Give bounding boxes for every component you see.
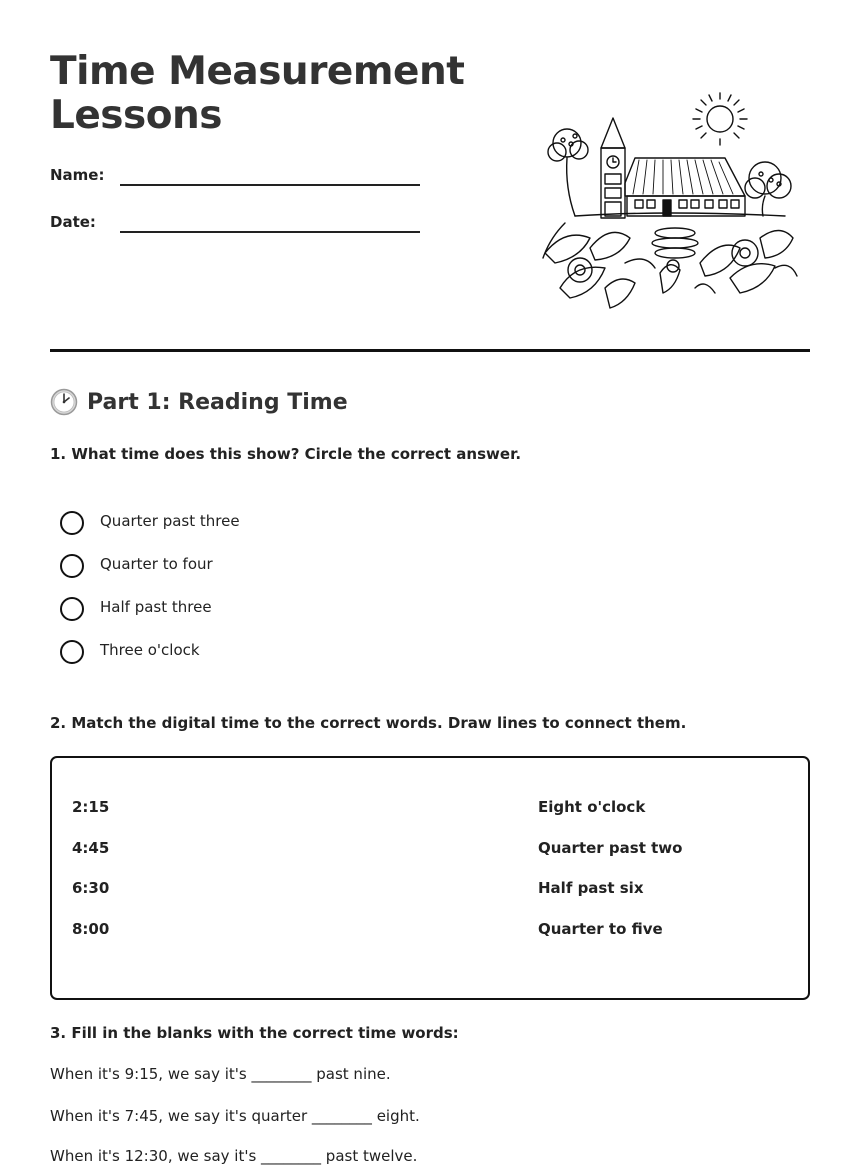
part-1-title: Part 1: Reading Time (87, 389, 348, 415)
option-3-label: Half past three (100, 598, 212, 616)
option-3-radio[interactable] (60, 597, 84, 621)
part-1-heading (50, 388, 348, 416)
fill-blank-sentence-1: When it's 9:15, we say it's ________ past nine. (50, 1065, 391, 1083)
option-4[interactable] (60, 638, 460, 681)
word-time-item[interactable]: Quarter past two (538, 838, 683, 857)
option-2-radio[interactable] (60, 554, 84, 578)
matching-box (50, 756, 810, 1000)
fill-blank-sentence-3: When it's 12:30, we say it's ________ past twelve. (50, 1147, 418, 1165)
date-field (50, 213, 420, 243)
option-4-radio[interactable] (60, 640, 84, 664)
title-line-2: Lessons (50, 93, 222, 138)
option-2[interactable] (60, 552, 460, 595)
name-label: Name: (50, 166, 105, 184)
question-1-options (60, 509, 460, 681)
clock-tower-village-illustration (535, 88, 800, 320)
word-time-item[interactable]: Half past six (538, 879, 644, 897)
digital-times-column (72, 795, 109, 957)
option-3[interactable] (60, 595, 460, 638)
question-2-prompt: 2. Match the digital time to the correct words. Draw lines to connect them. (50, 714, 687, 732)
option-4-label: Three o'clock (100, 641, 200, 659)
option-1-radio[interactable] (60, 511, 84, 535)
digital-time-item[interactable]: 8:00 (72, 919, 110, 938)
fill-blank-sentence-2: When it's 7:45, we say it's quarter ________ eight. (50, 1107, 420, 1125)
name-line[interactable] (120, 184, 420, 186)
date-label: Date: (50, 213, 96, 231)
digital-time-item[interactable]: 4:45 (72, 838, 110, 857)
option-2-label: Quarter to four (100, 555, 213, 573)
section-divider (50, 349, 810, 352)
digital-time-item[interactable]: 2:15 (72, 798, 110, 816)
option-1-label: Quarter past three (100, 512, 240, 530)
clock-icon (50, 388, 78, 416)
digital-time-item[interactable]: 6:30 (72, 879, 110, 897)
option-1[interactable] (60, 509, 460, 552)
word-time-item[interactable]: Eight o'clock (538, 798, 646, 816)
title-line-1: Time Measurement (50, 49, 465, 94)
date-line[interactable] (120, 231, 420, 233)
word-time-item[interactable]: Quarter to five (538, 919, 663, 938)
word-times-column (538, 795, 682, 957)
name-field (50, 166, 420, 196)
question-1-prompt: 1. What time does this show? Circle the correct answer. (50, 445, 522, 463)
worksheet-title (50, 50, 470, 138)
question-3-prompt: 3. Fill in the blanks with the correct time words: (50, 1024, 459, 1042)
